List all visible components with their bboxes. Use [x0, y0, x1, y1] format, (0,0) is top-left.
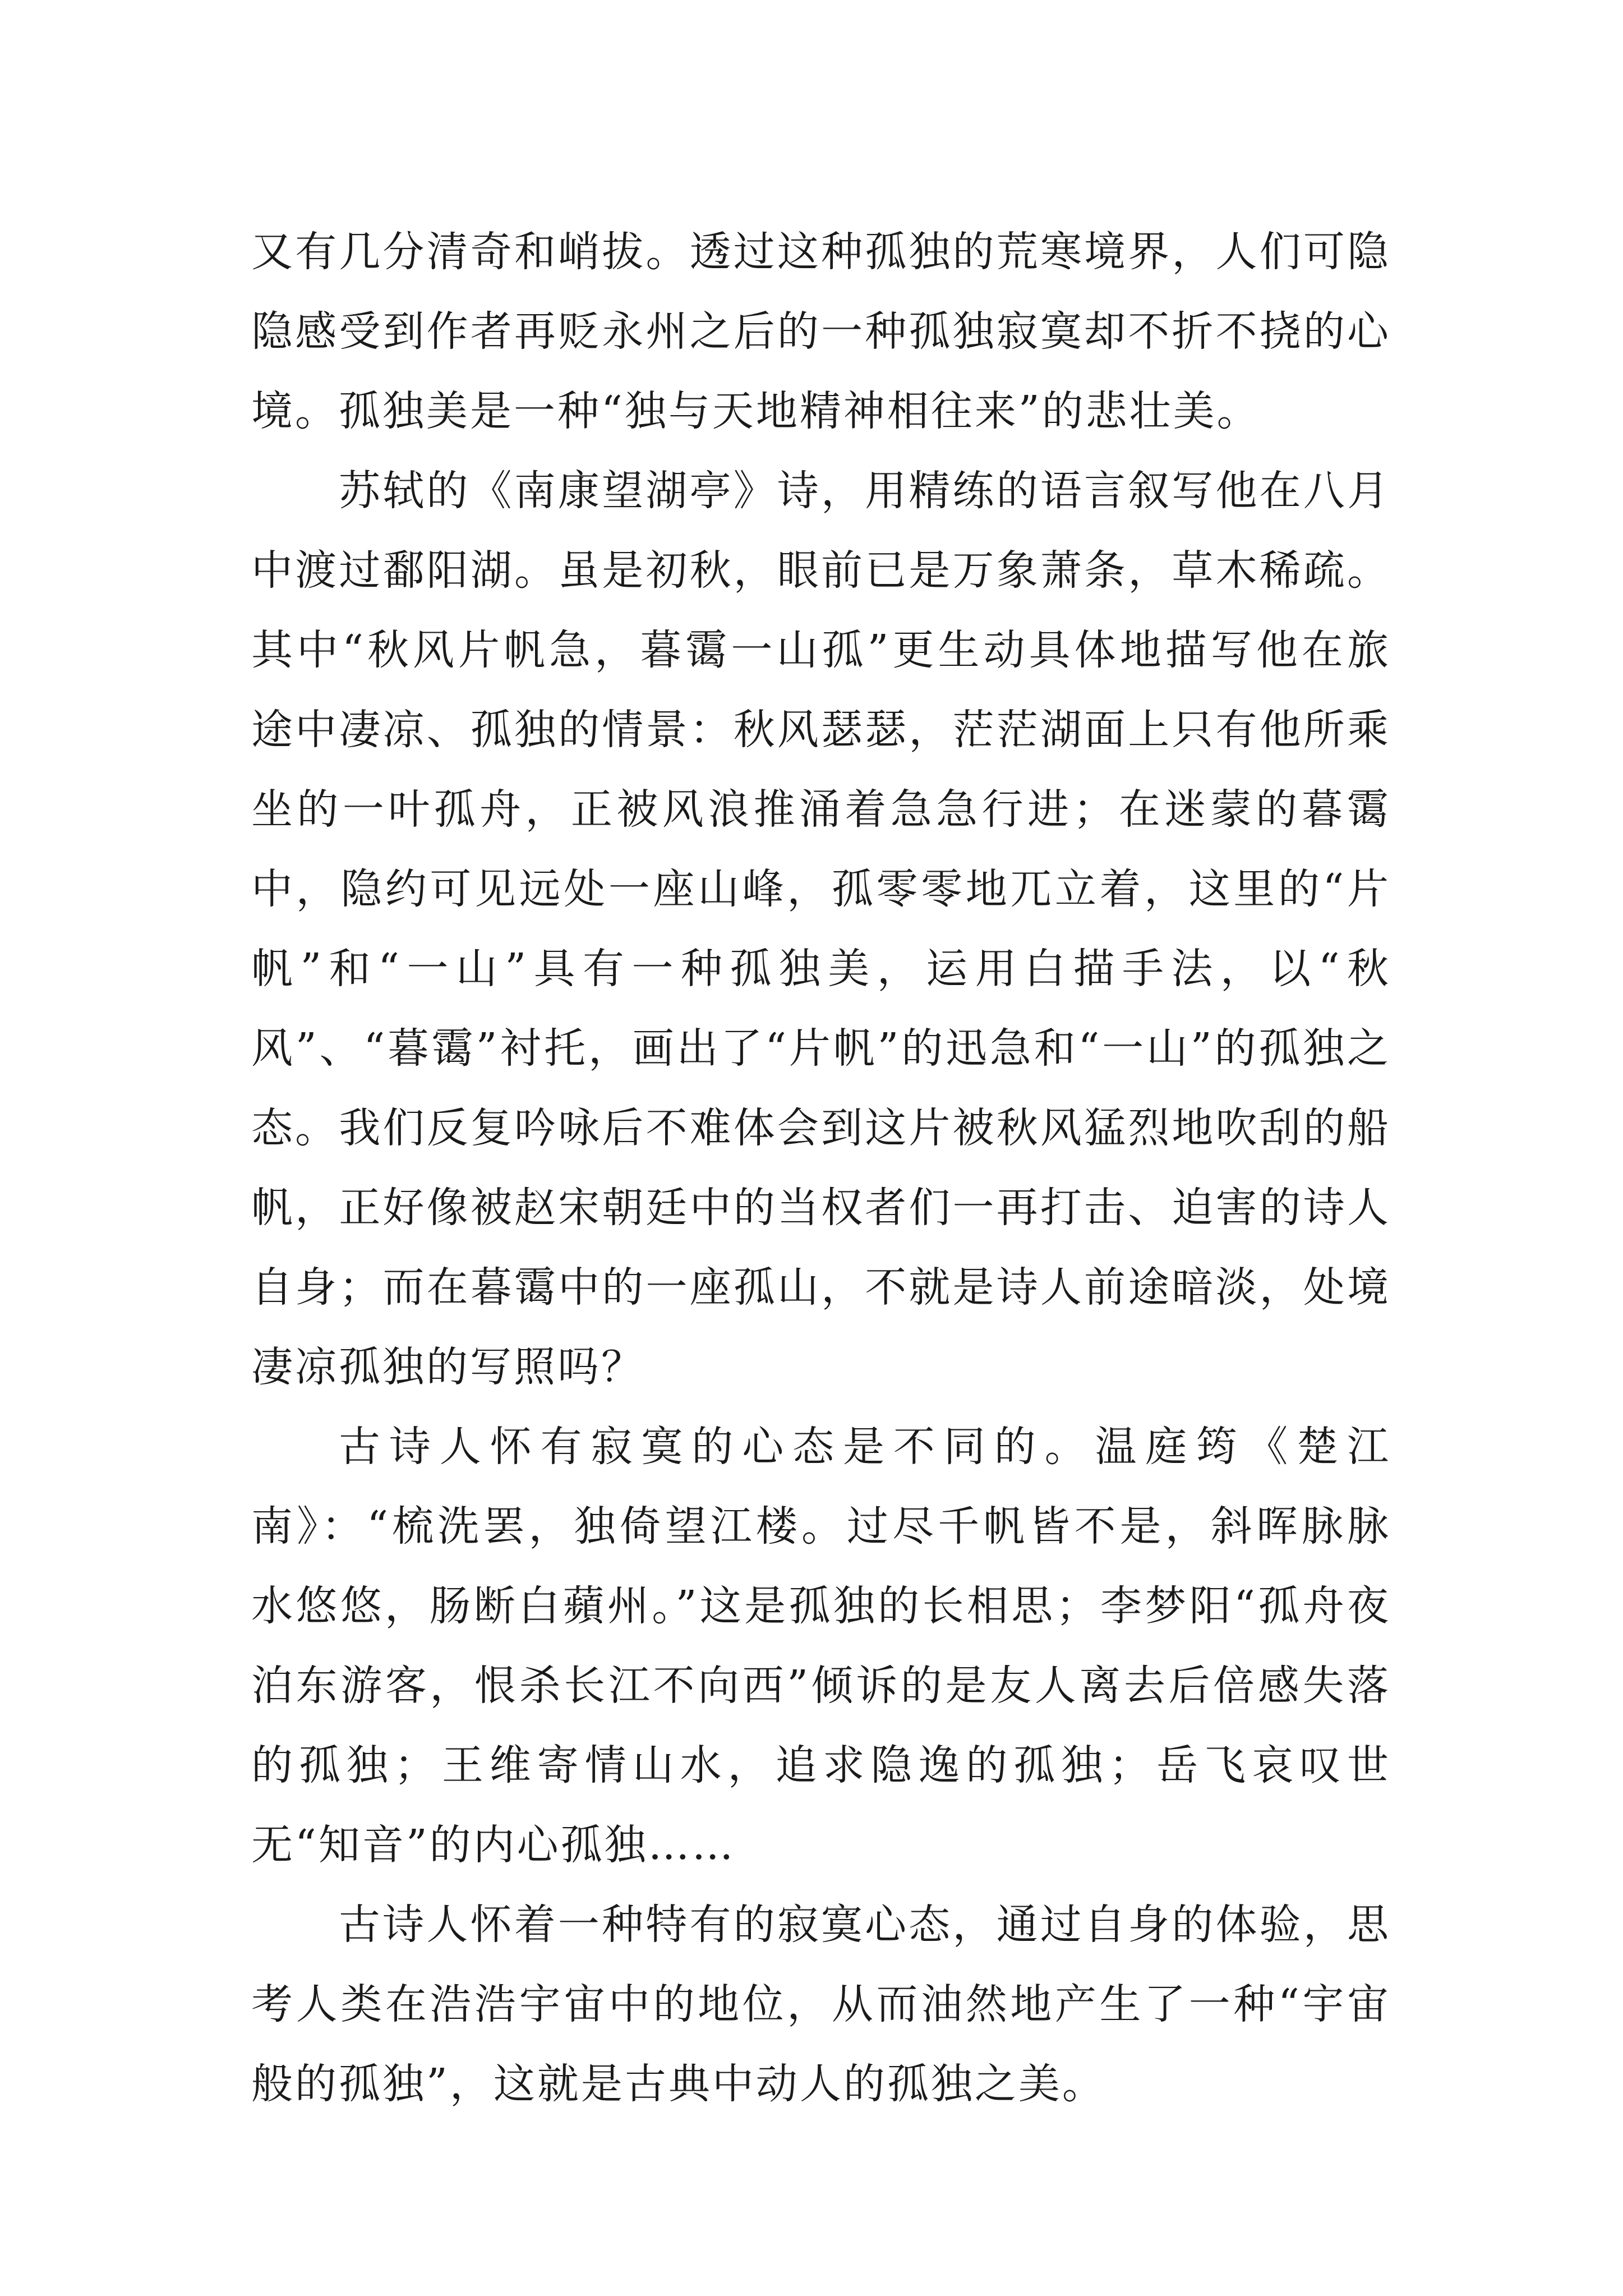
- paragraph-cosmic-loneliness: 古诗人怀着一种特有的寂寞心态，通过自身的体验，思考人类在浩浩宇宙中的地位，从而油然地产生了一种“宇宙般的孤独”，这就是古典中动人的孤独之美。: [251, 1901, 1391, 2108]
- paragraph-su-shi-poem: 苏轼的《南康望湖亭》诗，用精练的语言叙写他在八月中渡过鄱阳湖。虽是初秋，眼前已是万象萧条，草木稀疏。其中“秋风片帆急，暮霭一山孤”更生动具体地描写他在旅途中凄凉、孤独的情景：秋风瑟瑟，茫茫湖面上只有他所乘坐的一叶孤舟，正被风浪推涌着急急行进；在迷蒙的暮霭中，隐约可见远处一座山峰，孤零零地兀立着，这里的“片帆”和“一山”具有一种孤独美，运用白描手法，以“秋风”、“暮霭”衬托，画出了“片帆”的迅急和“一山”的孤独之态。我们反复吟咏后不难体会到这片被秋风猛烈地吹刮的船帆，正好像被赵宋朝廷中的当权者们一再打击、迫害的诗人自身；而在暮霭中的一座孤山，不就是诗人前途暗淡，处境凄凉孤独的写照吗？: [251, 467, 1391, 1391]
- document-body: [251, 212, 1391, 2124]
- paragraph-continued: 又有几分清奇和峭拔。透过这种孤独的荒寒境界，人们可隐隐感受到作者再贬永州之后的一种孤独寂寞却不折不挠的心境。孤独美是一种“独与天地精神相往来”的悲壮美。: [251, 228, 1391, 435]
- paragraph-poets-loneliness: 古诗人怀有寂寞的心态是不同的。温庭筠《楚江南》：“梳洗罢，独倚望江楼。过尽千帆皆不是，斜晖脉脉水悠悠，肠断白蘋州。”这是孤独的长相思；李梦阳“孤舟夜泊东游客，恨杀长江不向西”倾诉的是友人离去后倍感失落的孤独；王维寄情山水，追求隐逸的孤独；岳飞哀叹世无“知音”的内心孤独……: [251, 1423, 1391, 1869]
